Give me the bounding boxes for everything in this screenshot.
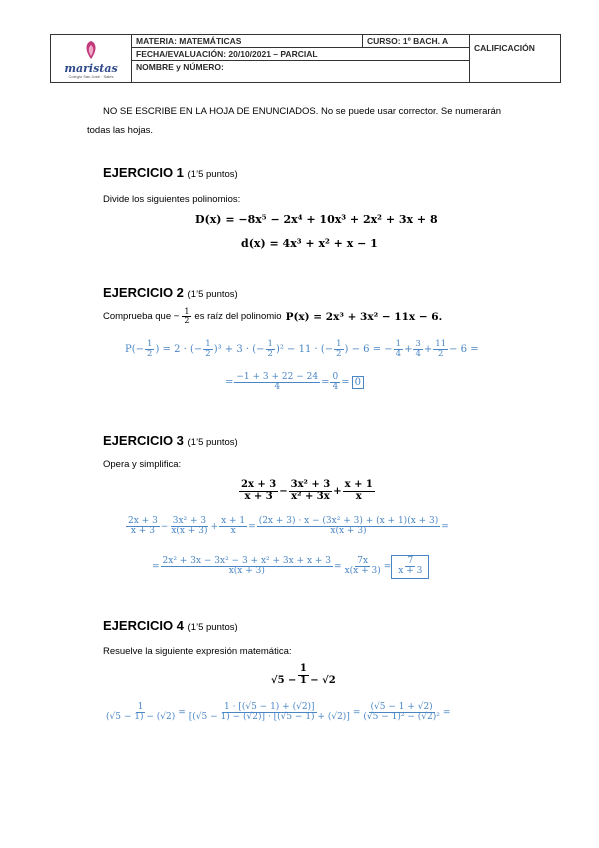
materia-cell: MATERIA: MATEMÁTICAS — [132, 35, 363, 48]
ex3-expression: $\frac{2x + 3}{x + 3}$ − $\frac{\text{3x² + 3}}{\text{x² + 3x}}$ + $\frac{x + 1}{x}$ — [241, 479, 373, 502]
ex1-statement: Divide los siguientes polinomios: — [103, 194, 241, 205]
ex1-title-text: EJERCICIO 1 — [103, 165, 184, 180]
ex2-polynomial: P(x) = 2x³ + 3x² − 11x − 6. — [285, 310, 443, 323]
logo-cell — [51, 35, 132, 83]
ex3-title-text: EJERCICIO 3 — [103, 433, 184, 448]
ex4-points: (1’5 puntos) — [187, 622, 238, 633]
ex2-statement-fraction: $\frac{1}{2}$ — [184, 307, 190, 326]
ex2-l1-h: − 6 = — [449, 343, 479, 355]
ex1-divisor: d(x) = 4x³ + x² + x − 1 — [241, 237, 378, 250]
ex3-statement: Opera y simplifica: — [103, 459, 182, 470]
ex2-l1-b: ) = 2 · (− — [155, 343, 203, 355]
ex4-expression: $\frac{1}{√5 - 1 - √2}$ — [271, 663, 336, 686]
logo-subtitle: Colegio San José · Sales — [68, 73, 114, 79]
logo-text: maristas — [64, 61, 118, 75]
ex2-l1-c: )³ + 3 · (− — [213, 343, 265, 355]
ex2-points: (1’5 puntos) — [187, 289, 238, 300]
instructions-line2: todas las hojas. — [87, 125, 154, 136]
ex4-title-text: EJERCICIO 4 — [103, 618, 184, 633]
ex1-title — [103, 165, 238, 180]
ex2-title — [103, 285, 238, 300]
ex3-result-box: $\frac{7}{x + 3}$ — [391, 555, 429, 579]
ex1-dividend: D(x) = −8x⁵ − 2x⁴ + 10x³ + 2x² + 3x + 8 — [195, 213, 438, 226]
ex2-l2-result-frac: $\frac{0}{4}$ — [332, 372, 339, 393]
ex2-l1-d: )² − 11 · (− — [275, 343, 334, 355]
ex2-title-text: EJERCICIO 2 — [103, 285, 184, 300]
ex2-statement — [103, 308, 442, 326]
ex3-solution-line1: $\frac{2x + 3}{x + 3}$ − $\frac{\text{3x² + 3}}{x(x + 3)}$ + $\frac{x + 1}{x}$ = $\frac{\text{(2x + 3) · x − (3x² + 3) + (x + 1)(x + 3)}}{x(x + 3)}$ = — [128, 516, 449, 537]
ex2-l1-a: P(− — [125, 343, 145, 355]
ex2-solution-line2: = $\frac{-1 + 3 + 22 - 24}{4}$ = $\frac{0}{4}$ = 0 — [225, 373, 364, 393]
ex2-l1-f: + — [404, 343, 413, 355]
ex4-title — [103, 618, 238, 633]
ex3-title — [103, 433, 238, 448]
ex2-statement-a: Comprueba que − — [103, 311, 180, 323]
instructions-line1: NO SE ESCRIBE EN LA HOJA DE ENUNCIADOS. No se puede usar corrector. Se numerarán — [103, 106, 502, 117]
ex3-solution-line2: = $\frac{\text{2x² + 3x − 3x² − 3 + x² + 3x + x + 3}}{x(x + 3)}$ = $\frac{7x}{x(x + 3)}$ = $\frac{7}{x + 3}$ — [152, 555, 429, 579]
ex2-l1-e: ) − 6 = − — [344, 343, 393, 355]
nombre-cell: NOMBRE y NÚMERO: — [132, 61, 470, 83]
maristas-logo-icon — [73, 39, 109, 61]
calificacion-cell: CALIFICACIÓN — [470, 35, 561, 83]
ex3-points: (1’5 puntos) — [187, 437, 238, 448]
ex2-l2-frac: $\frac{-1 + 3 + 22 - 24}{4}$ — [236, 372, 319, 393]
header-table — [50, 34, 561, 83]
ex1-points: (1’5 puntos) — [187, 169, 238, 180]
ex4-statement: Resuelve la siguiente expresión matemática: — [103, 646, 292, 657]
fecha-cell: FECHA/EVALUACIÓN: 20/10/2021 – PARCIAL — [132, 48, 470, 61]
ex2-l1-g: + — [423, 343, 433, 355]
ex2-result-box: 0 — [352, 376, 364, 389]
ex4-solution: $\frac{1}{(√5 - 1) - (√2)}$ = $\frac{1 \cdot [(√5 - 1) + (√2)]}{[(√5 - 1) - (√2)] \cdot [(√5 - 1) + (√2)]}$ = $\frac{(√5 - 1 + √2)}{\text{(√5 − 1)² − (√2)²}}$ = — [106, 702, 451, 723]
ex2-statement-b: es raíz del polinomio — [194, 311, 282, 323]
ex2-solution-line1: P(− $\frac{1}{2}$ ) = 2 · (− $\frac{1}{2}$ )³ + 3 · (− $\frac{1}{2}$ )² − 11 · (− $\frac{1}{2}$ ) − 6 = − $\frac{1}{4}$ + $\frac{3}{4}$ + $\frac{11}{2}$ − 6 = — [125, 339, 479, 359]
curso-cell: CURSO: 1º BACH. A — [363, 35, 470, 48]
